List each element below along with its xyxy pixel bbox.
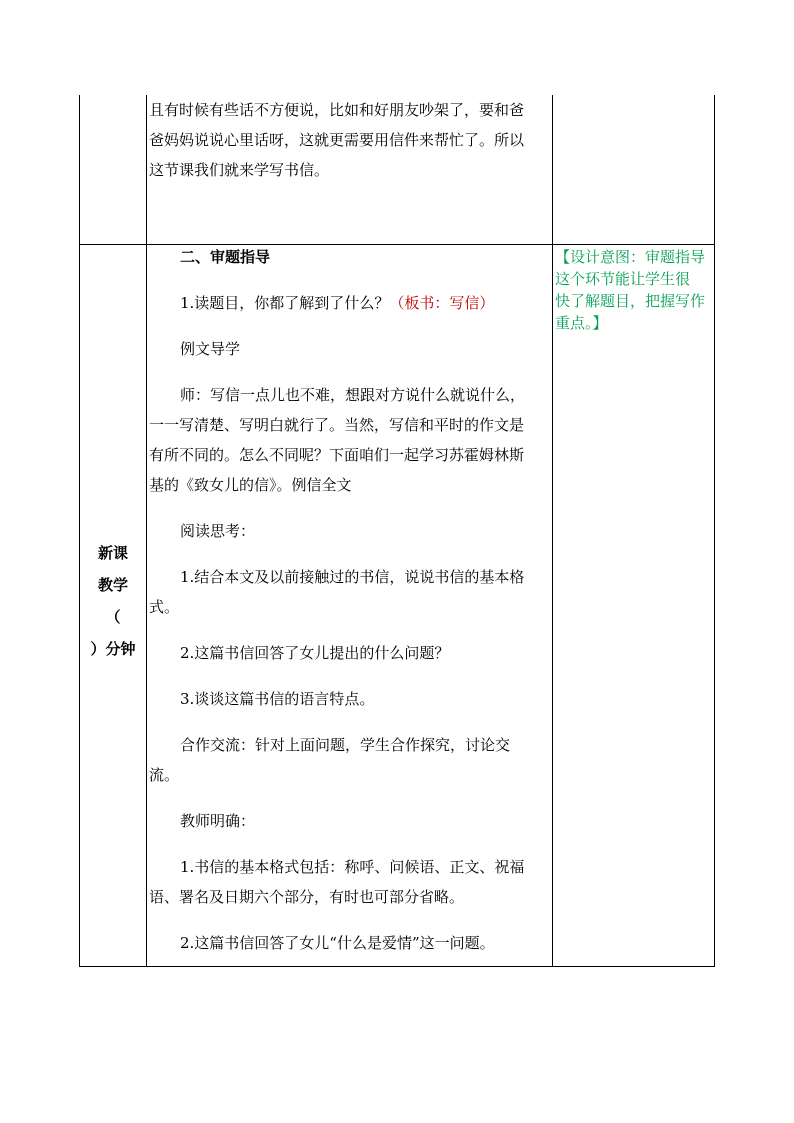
stage-label-line2: 教学 bbox=[97, 576, 128, 594]
intro-line: 这节课我们就来学写书信。 bbox=[149, 161, 330, 179]
intro-content-cell bbox=[147, 95, 553, 245]
reading-question-2: 2.这篇书信回答了女儿提出的什么问题？ bbox=[180, 644, 450, 662]
teacher-line: 一一写清楚、写明白就行了。当然，写信和平时的作文是 bbox=[149, 416, 525, 434]
new-lesson-content-cell bbox=[147, 245, 553, 967]
blackboard-note: （板书：写信） bbox=[389, 294, 495, 312]
section-heading: 二、审题指导 bbox=[180, 248, 271, 266]
stage-cell bbox=[80, 245, 147, 967]
intro-line: 爸妈妈说说心里话呀，这就更需要用信件来帮忙了。所以 bbox=[149, 131, 525, 149]
reading-question-1: 1.结合本文及以前接触过的书信，说说书信的基本格 bbox=[180, 568, 525, 586]
reading-question-3: 3.谈谈这篇书信的语言特点。 bbox=[180, 690, 375, 708]
intro-line: 且有时候有些话不方便说，比如和好朋友吵架了，要和爸 bbox=[149, 101, 525, 119]
intro-note-cell bbox=[553, 95, 715, 245]
cooperation-line: 合作交流：针对上面问题，学生合作探究，讨论交 bbox=[180, 736, 511, 754]
intro-row bbox=[80, 95, 715, 245]
design-note-line: 这个环节能让学生很 bbox=[555, 270, 691, 288]
question-1 bbox=[149, 288, 548, 318]
teacher-line: 有所不同的。怎么不同呢？下面咱们一起学习苏霍姆林斯 bbox=[149, 446, 525, 464]
example-title: 例文导学 bbox=[180, 340, 241, 358]
intro-text bbox=[147, 95, 552, 185]
lesson-plan-table bbox=[79, 95, 715, 967]
question-1-text: 1.读题目，你都了解到了什么？ bbox=[180, 294, 390, 312]
cooperation-line-cont: 流。 bbox=[149, 766, 180, 784]
teacher-line: 基的《致女儿的信》。例信全文 bbox=[149, 476, 352, 494]
teacher-line: 师：写信一点儿也不难，想跟对方说什么就说什么， bbox=[180, 386, 526, 404]
design-note-cell bbox=[553, 245, 715, 967]
new-lesson-row bbox=[80, 245, 715, 967]
stage-label-line3: （ bbox=[105, 608, 121, 626]
reading-title: 阅读思考： bbox=[180, 522, 256, 540]
stage-label-line1: 新课 bbox=[97, 544, 128, 562]
intro-stage-cell bbox=[80, 95, 147, 245]
design-note-line: 重点。】 bbox=[555, 314, 608, 332]
design-note-line: 快了解题目，把握写作 bbox=[555, 292, 706, 310]
answer-1: 1.书信的基本格式包括：称呼、问候语、正文、祝福 bbox=[180, 858, 525, 876]
design-note bbox=[553, 245, 714, 334]
reading-question-1-cont: 式。 bbox=[149, 598, 180, 616]
answer-1-cont: 语、署名及日期六个部分，有时也可部分省略。 bbox=[149, 888, 465, 906]
stage-label-line4: ）分钟 bbox=[90, 640, 136, 658]
design-note-line: 【设计意图：审题指导 bbox=[555, 248, 706, 266]
answer-2: 2.这篇书信回答了女儿“什么是爱情”这一问题。 bbox=[180, 934, 495, 952]
teacher-clarify: 教师明确： bbox=[180, 812, 256, 830]
new-lesson-content bbox=[147, 242, 552, 958]
